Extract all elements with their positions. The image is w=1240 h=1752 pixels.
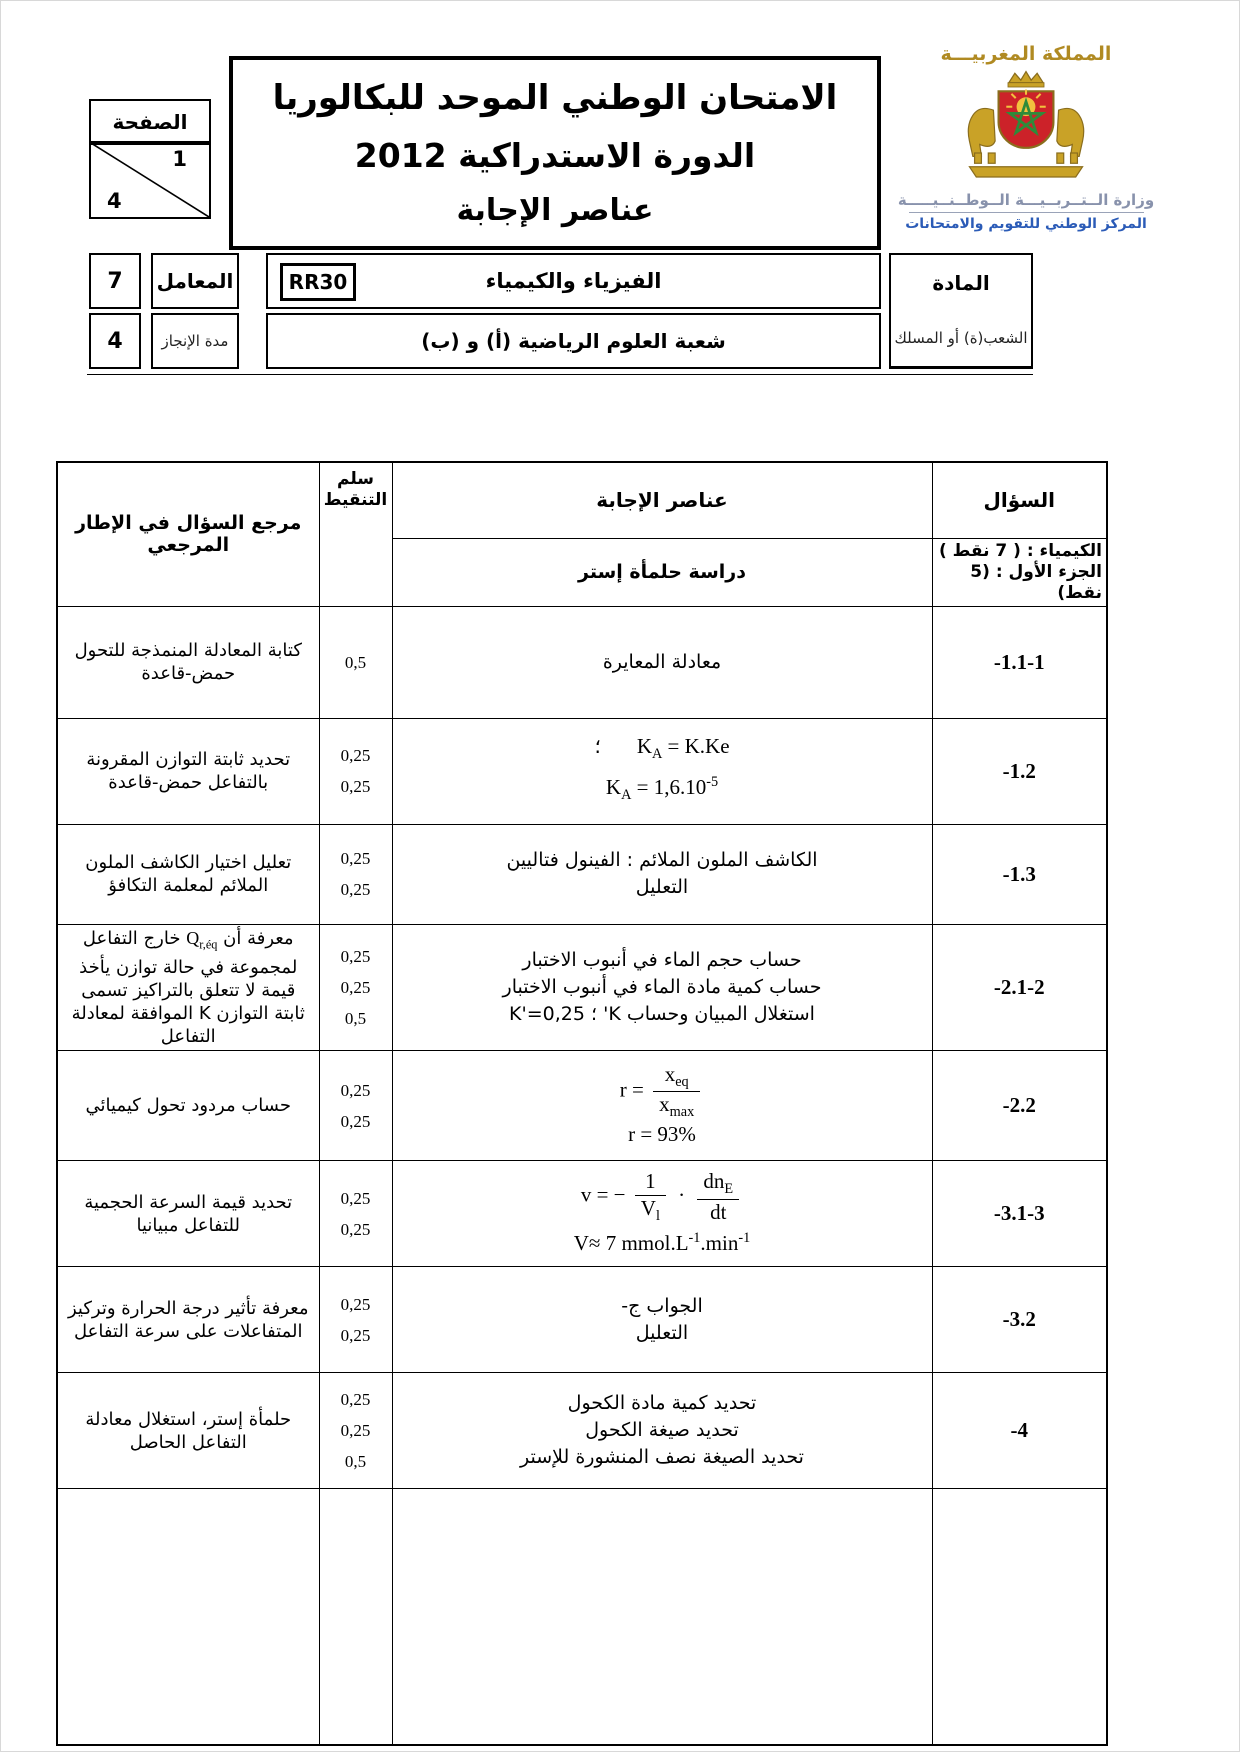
subject-label: المادة xyxy=(932,270,990,295)
score-value: 0,25 xyxy=(340,777,371,796)
empty-row xyxy=(57,1489,1107,1745)
page-total: 4 xyxy=(107,189,122,213)
cell-scores xyxy=(319,1161,392,1267)
labels-box xyxy=(889,253,1033,369)
reference-text: تحديد ثابتة التوازن المقرونة بالتفاعل حمض-قاعدة xyxy=(86,749,291,793)
duration-label: مدة الإنجاز xyxy=(151,313,239,369)
answer-line xyxy=(397,1121,928,1149)
score-value: 0,25 xyxy=(340,1080,371,1100)
table-row xyxy=(57,1051,1107,1161)
score-value: 0,25 xyxy=(340,746,371,765)
score-value: 0,25 xyxy=(340,977,371,997)
answer-line xyxy=(397,1062,928,1122)
cell-scores xyxy=(319,924,392,1051)
exam-code: RR30 xyxy=(280,263,356,301)
answer-line: حساب كمية مادة الماء في أنبوب الاختبار xyxy=(502,975,822,998)
empty-cell xyxy=(57,1489,319,1745)
coefficient-value: 7 xyxy=(89,253,141,309)
exam-title-line-1: الامتحان الوطني الموحد للبكالوريا xyxy=(272,78,838,118)
answer-table xyxy=(56,461,1108,1746)
score-value: 0,25 xyxy=(340,1111,371,1131)
cell-question xyxy=(932,606,1107,718)
page-number-label: الصفحة xyxy=(89,99,211,145)
reference-text: حلمأة إستر، استغلال معادلة التفاعل الحاصل xyxy=(85,1408,292,1453)
coefficient-label: المعامل xyxy=(151,253,239,309)
subject-box xyxy=(266,253,881,309)
kingdom-title: المملكة المغربيـــة xyxy=(940,43,1112,65)
official-header xyxy=(896,43,1156,232)
exam-title-line-2: الدورة الاستدراكية 2012 xyxy=(354,136,756,175)
fraction: $\frac{1}{V_l}$ xyxy=(635,1169,666,1225)
page-current: 1 xyxy=(172,147,187,171)
multiplication-dot: · xyxy=(678,1182,686,1207)
formula-yield-value: r = 93% xyxy=(628,1122,696,1147)
col-header-answers: عناصر الإجابة xyxy=(392,462,932,538)
empty-cell xyxy=(932,1489,1107,1745)
section-part-one: الجزء الأول : (5 نقط) xyxy=(970,561,1102,603)
score-value: 0,5 xyxy=(344,1452,367,1472)
answer-line xyxy=(397,733,928,768)
answer-line: التعليل xyxy=(635,876,689,898)
score-value: 0,25 xyxy=(340,1188,371,1208)
question-number: -2.2 xyxy=(1002,1093,1036,1118)
table-row xyxy=(57,606,1107,718)
reference-text: معرفة أن $Q_{r,éq}$ خارج التفاعل لمجموعة في حالة توازن يأخذ قيمة لا تتعلق بالتراكيز تسمى ثابتة التوازن K الموافقة لمعادلة التفاعل xyxy=(71,927,305,1048)
score-value: 0,25 xyxy=(340,849,371,868)
cell-scores xyxy=(319,824,392,924)
col-header-scale: سلم التنقيط xyxy=(319,462,392,606)
cell-answers xyxy=(392,606,932,718)
reference-text: تعليل اختيار الكاشف الملون الملائم لمعلمة التكافؤ xyxy=(85,852,292,896)
cell-answers xyxy=(392,1373,932,1489)
score-value: 0,5 xyxy=(344,652,367,672)
moroccan-coat-of-arms-icon xyxy=(940,69,1112,189)
exam-title-line-3: عناصر الإجابة xyxy=(456,193,654,228)
cell-answers xyxy=(392,1267,932,1373)
section-chemistry: الكيمياء : ( 7 نقط ) xyxy=(938,540,1102,561)
cell-scores xyxy=(319,606,392,718)
cell-scores xyxy=(319,718,392,824)
answer-line xyxy=(397,1169,928,1225)
score-value: 0,25 xyxy=(340,946,371,966)
answer-line: التعليل xyxy=(635,1321,689,1344)
cell-answers xyxy=(392,1161,932,1267)
empty-cell xyxy=(319,1489,392,1745)
col-header-reference: مرجع السؤال في الإطار المرجعي xyxy=(57,462,319,606)
table-row xyxy=(57,718,1107,824)
exam-title-box xyxy=(229,56,881,250)
duration-value: 4 xyxy=(89,313,141,369)
cell-reference xyxy=(57,606,319,718)
cell-reference xyxy=(57,1051,319,1161)
question-number: -4 xyxy=(1010,1418,1028,1443)
cell-question xyxy=(932,718,1107,824)
answer-line xyxy=(397,769,928,809)
table-row xyxy=(57,824,1107,924)
answer-line xyxy=(397,1225,928,1258)
answer-line: تحديد الصيغة نصف المنشورة للإستر xyxy=(520,1446,804,1469)
score-value: 0,25 xyxy=(340,1421,371,1441)
arabic-semicolon: ؛ xyxy=(594,734,601,759)
branch-name: شعبة العلوم الرياضية (أ) و (ب) xyxy=(266,313,881,369)
score-value: 0,25 xyxy=(340,1390,371,1410)
question-number: -2.1-2 xyxy=(993,974,1045,999)
cell-reference xyxy=(57,824,319,924)
col-header-question: السؤال xyxy=(932,462,1107,538)
section-study-title: دراسة حلمأة إستر xyxy=(392,538,932,606)
cell-answers xyxy=(392,1051,932,1161)
answer-line: الكاشف الملون الملائم : الفينول فتاليين xyxy=(506,849,818,871)
section-titles xyxy=(932,538,1107,606)
score-value: 0,25 xyxy=(340,1325,371,1345)
question-number: -3.2 xyxy=(1002,1307,1036,1332)
reference-text: معرفة تأثير درجة الحرارة وتركيز المتفاعلات على سرعة التفاعل xyxy=(68,1297,309,1342)
assessment-center-name: المركز الوطني للتقويم والامتحانات xyxy=(905,216,1147,232)
table-row xyxy=(57,1373,1107,1489)
fraction: $\frac{dn_E}{dt}$ xyxy=(697,1169,739,1225)
cell-scores xyxy=(319,1373,392,1489)
decorative-divider xyxy=(909,212,1144,213)
cell-answers xyxy=(392,718,932,824)
fraction: $\frac{x_{eq}}{x_{max}}$ xyxy=(653,1062,700,1122)
score-value: 0,25 xyxy=(340,880,371,899)
formula-ka: $K_A = K.Ke$ xyxy=(636,734,730,763)
ministry-name: وزارة الــتــربــيـــة الــوطــنــيـــــة xyxy=(897,191,1155,209)
subject-name: الفيزياء والكيمياء xyxy=(485,269,662,293)
cell-question xyxy=(932,1373,1107,1489)
answer-line: استغلال المبيان وحساب K' ؛ K'=0,25 xyxy=(509,1002,815,1025)
cell-reference xyxy=(57,1161,319,1267)
cell-answers xyxy=(392,924,932,1051)
cell-reference xyxy=(57,924,319,1051)
answer-line: الجواب ج- xyxy=(621,1294,703,1317)
score-value: 0,25 xyxy=(340,1294,371,1314)
cell-answers xyxy=(392,824,932,924)
reference-text: كتابة المعادلة المنمذجة للتحول حمض-قاعدة xyxy=(74,640,302,684)
table-row xyxy=(57,924,1107,1051)
answer-line: تحديد كمية مادة الكحول xyxy=(567,1392,757,1415)
table-row xyxy=(57,1267,1107,1373)
score-value: 0,25 xyxy=(340,1219,371,1239)
cell-scores xyxy=(319,1267,392,1373)
empty-cell xyxy=(392,1489,932,1745)
answer-line: حساب حجم الماء في أنبوب الاختبار xyxy=(522,948,802,971)
table-header-row xyxy=(57,462,1107,538)
answer-line: تحديد صيغة الكحول xyxy=(585,1419,739,1442)
header-rule xyxy=(87,374,1033,375)
reference-text: حساب مردود تحول كيميائي xyxy=(85,1095,291,1117)
question-number: -3.1-3 xyxy=(993,1201,1045,1226)
cell-reference xyxy=(57,1267,319,1373)
cell-question xyxy=(932,824,1107,924)
cell-question xyxy=(932,1161,1107,1267)
score-value: 0,5 xyxy=(344,1008,367,1028)
question-number: -1.3 xyxy=(1002,861,1036,886)
question-number: -1.1-1 xyxy=(993,649,1045,674)
formula-ka-value: $K_A = 1,6.10^{-5}$ xyxy=(605,773,719,803)
cell-reference xyxy=(57,1373,319,1489)
answer-line: معادلة المعايرة xyxy=(602,650,722,673)
formula-yield: r = $\frac{x_{eq}}{x_{max}}$ xyxy=(620,1062,704,1122)
formula-rate-value: V≈ 7 $mmol.L^{-1}.\min^{-1}$ xyxy=(573,1229,751,1255)
question-number: -1.2 xyxy=(1002,758,1036,783)
formula-rate: v = − $\frac{1}{V_l}$ · $\frac{dn_E}{dt}$ xyxy=(581,1169,743,1225)
branch-label: الشعب(ة) أو المسلك xyxy=(894,328,1028,347)
table-row xyxy=(57,1161,1107,1267)
reference-text: تحديد قيمة السرعة الحجمية للتفاعل مبيانيا xyxy=(84,1191,293,1236)
cell-question xyxy=(932,1051,1107,1161)
formula-q-req: $Q_{r,éq}$ xyxy=(186,927,218,952)
cell-scores xyxy=(319,1051,392,1161)
cell-question xyxy=(932,924,1107,1051)
page-number-box xyxy=(89,141,211,219)
cell-reference xyxy=(57,718,319,824)
cell-question xyxy=(932,1267,1107,1373)
